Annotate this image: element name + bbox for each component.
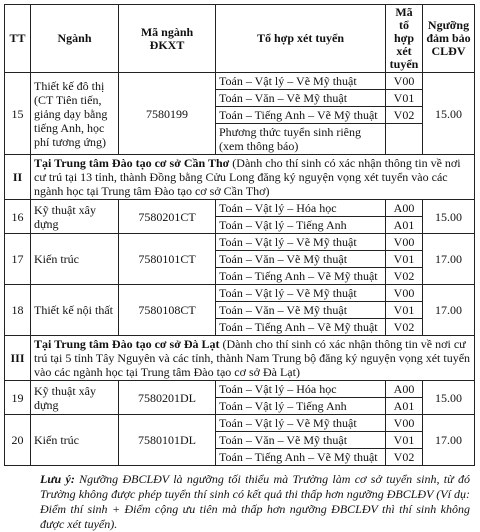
subject-combo: Toán – Văn – Vẽ Mỹ thuật bbox=[216, 251, 386, 268]
subject-combo: Toán – Vật lý – Vẽ Mỹ thuật bbox=[216, 73, 386, 90]
subject-combo: Toán – Vật lý – Vẽ Mỹ thuật bbox=[216, 415, 386, 432]
combo-code: V02 bbox=[386, 268, 423, 285]
table-row bbox=[5, 381, 475, 398]
section-number: II bbox=[5, 155, 31, 200]
header-to-hop: Tổ hợp xét tuyển bbox=[216, 5, 386, 73]
combo-code: V01 bbox=[386, 251, 423, 268]
footnote-text: Ngưỡng ĐBCLĐV là ngưỡng tối thiểu mà Trường làm cơ sở tuyển sinh, từ đó Trường không được phép tuyển thí sinh có kết quả thi thấp hơn ngưỡng ĐBCLĐV (Ví dụ: Điểm thí sinh + Điểm cộng ưu tiên mà thấp hơn ngưỡng ĐBCLĐV thì thí sinh không được xét tuyển). bbox=[40, 472, 470, 531]
major-name: Kiến trúc bbox=[31, 234, 119, 285]
combo-code: V01 bbox=[386, 302, 423, 319]
combo-code: A00 bbox=[386, 381, 423, 398]
section-description: (Dành cho thí sinh có xác nhận thông tin về nơi cư trú tại 5 tỉnh Tây Nguyên và các tỉnh, thành Nam Trung bộ đăng ký nguyện vọng xét tuyển vào các ngành học tại Trung tâm Đào tạo cơ sở Đà Lạt) bbox=[34, 337, 471, 379]
header-ma-to-hop: Mã tổ hợp xét tuyển bbox=[386, 5, 423, 73]
combo-code: V01 bbox=[386, 432, 423, 449]
major-name: Kỹ thuật xây dựng bbox=[31, 200, 119, 234]
subject-combo: Toán – Vật lý – Vẽ Mỹ thuật bbox=[216, 234, 386, 251]
major-code: 7580101CT bbox=[119, 234, 216, 285]
table-row bbox=[5, 415, 475, 432]
major-name: Kiến trúc bbox=[31, 415, 119, 466]
major-code: 7580201CT bbox=[119, 200, 216, 234]
admission-table bbox=[4, 4, 475, 466]
table-row bbox=[5, 234, 475, 251]
combo-code: V01 bbox=[386, 90, 423, 107]
footnote bbox=[4, 472, 474, 532]
subject-combo: Toán – Vật lý – Tiếng Anh bbox=[216, 398, 386, 415]
threshold: 15.00 bbox=[423, 381, 475, 415]
threshold: 17.00 bbox=[423, 415, 475, 466]
section-title: Tại Trung tâm Đào tạo cơ sở Đà Lạt bbox=[34, 337, 220, 351]
subject-combo: Toán – Tiếng Anh – Vẽ Mỹ thuật bbox=[216, 107, 386, 124]
combo-code bbox=[386, 124, 423, 155]
subject-combo: Toán – Vật lý – Tiếng Anh bbox=[216, 217, 386, 234]
subject-combo: Phương thức tuyển sinh riêng (xem thông báo) bbox=[216, 124, 386, 155]
table-row bbox=[5, 200, 475, 217]
combo-code: V02 bbox=[386, 319, 423, 336]
combo-code: V02 bbox=[386, 449, 423, 466]
row-number: 15 bbox=[5, 73, 31, 155]
section-row bbox=[5, 336, 475, 381]
subject-combo: Toán – Văn – Vẽ Mỹ thuật bbox=[216, 302, 386, 319]
section-number: III bbox=[5, 336, 31, 381]
subject-combo: Toán – Vật lý – Hóa học bbox=[216, 381, 386, 398]
subject-combo: Toán – Vật lý – Hóa học bbox=[216, 200, 386, 217]
combo-code: V00 bbox=[386, 234, 423, 251]
header-tt: TT bbox=[5, 5, 31, 73]
major-name: Thiết kế đô thị (CT Tiên tiến, giảng dạy bằng tiếng Anh, học phí tương ứng) bbox=[31, 73, 119, 155]
row-number: 17 bbox=[5, 234, 31, 285]
header-row bbox=[5, 5, 475, 73]
combo-code: V00 bbox=[386, 415, 423, 432]
threshold: 17.00 bbox=[423, 285, 475, 336]
threshold: 15.00 bbox=[423, 73, 475, 155]
section-heading bbox=[31, 336, 475, 381]
combo-code: A01 bbox=[386, 398, 423, 415]
subject-combo: Toán – Văn – Vẽ Mỹ thuật bbox=[216, 90, 386, 107]
row-number: 18 bbox=[5, 285, 31, 336]
section-description: (Dành cho thí sinh có xác nhận thông tin về nơi cư trú tại 13 tỉnh, thành Đồng bằng Cửu Long đăng ký nguyện vọng xét tuyển vào các ngành học tại Trung tâm Đào tạo cơ sở Cần Thơ) bbox=[34, 156, 461, 198]
admission-sheet bbox=[4, 4, 474, 532]
combo-code: V00 bbox=[386, 73, 423, 90]
header-nguong: Ngưỡng đảm bảo CLĐV bbox=[423, 5, 475, 73]
major-code: 7580101DL bbox=[119, 415, 216, 466]
combo-code: A00 bbox=[386, 200, 423, 217]
major-code: 7580108CT bbox=[119, 285, 216, 336]
threshold: 17.00 bbox=[423, 234, 475, 285]
row-number: 16 bbox=[5, 200, 31, 234]
combo-code: V00 bbox=[386, 285, 423, 302]
subject-combo: Toán – Văn – Vẽ Mỹ thuật bbox=[216, 432, 386, 449]
major-code: 7580201DL bbox=[119, 381, 216, 415]
combo-code: V02 bbox=[386, 107, 423, 124]
subject-combo: Toán – Vật lý – Vẽ Mỹ thuật bbox=[216, 285, 386, 302]
header-ma-nganh: Mã ngành ĐKXT bbox=[119, 5, 216, 73]
header-nganh: Ngành bbox=[31, 5, 119, 73]
major-name: Kỹ thuật xây dựng bbox=[31, 381, 119, 415]
row-number: 19 bbox=[5, 381, 31, 415]
threshold: 15.00 bbox=[423, 200, 475, 234]
major-name: Thiết kế nội thất bbox=[31, 285, 119, 336]
combo-code: A01 bbox=[386, 217, 423, 234]
subject-combo: Toán – Tiếng Anh – Vẽ Mỹ thuật bbox=[216, 449, 386, 466]
major-code: 7580199 bbox=[119, 73, 216, 155]
footnote-label: Lưu ý: bbox=[40, 472, 75, 486]
subject-combo: Toán – Tiếng Anh – Vẽ Mỹ thuật bbox=[216, 319, 386, 336]
section-title: Tại Trung tâm Đào tạo cơ sở Cần Thơ bbox=[34, 156, 230, 170]
table-row bbox=[5, 285, 475, 302]
section-row bbox=[5, 155, 475, 200]
subject-combo: Toán – Tiếng Anh – Vẽ Mỹ thuật bbox=[216, 268, 386, 285]
row-number: 20 bbox=[5, 415, 31, 466]
section-heading bbox=[31, 155, 475, 200]
table-row bbox=[5, 73, 475, 90]
